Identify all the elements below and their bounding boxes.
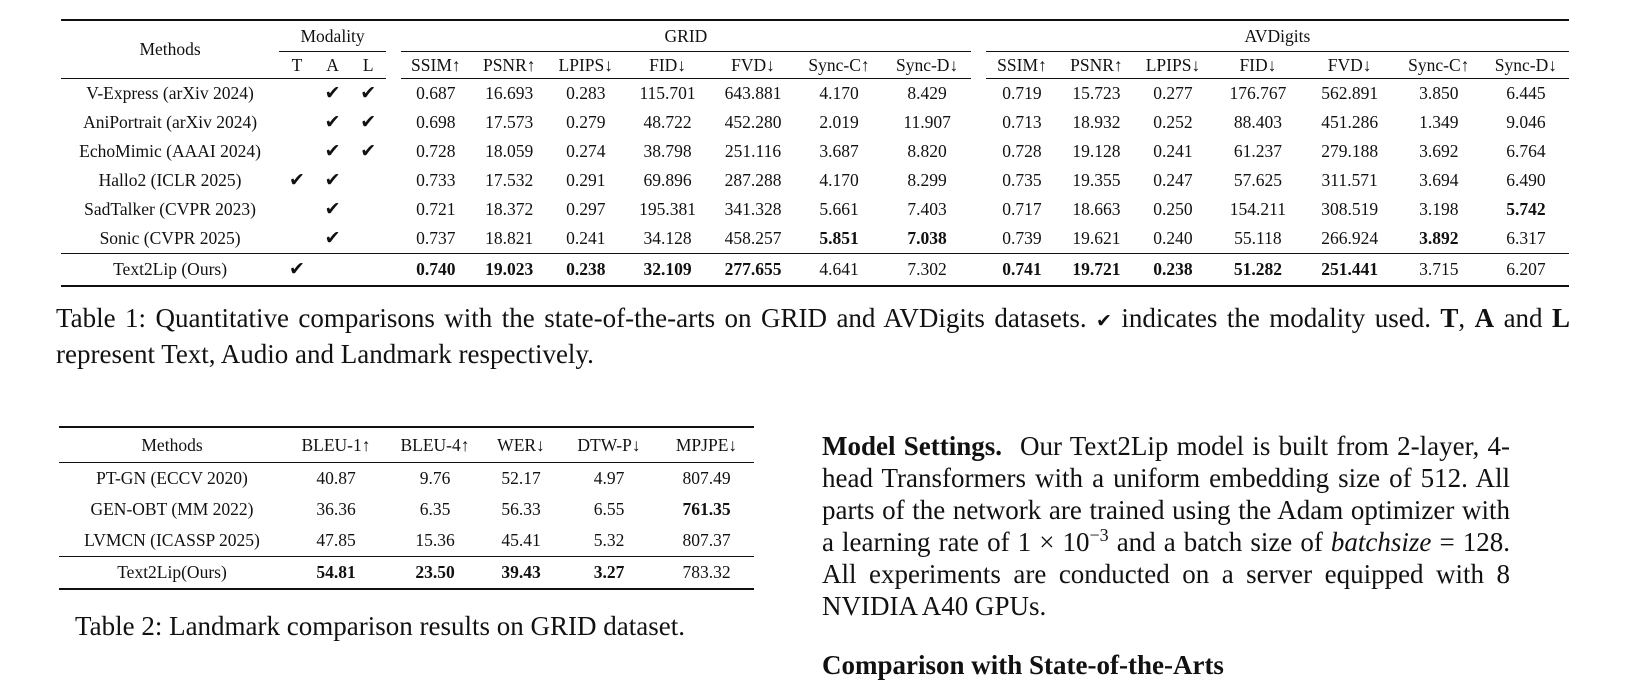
avdigits-metric-header: FID↓ bbox=[1211, 52, 1304, 79]
check-icon: ✔ bbox=[324, 199, 341, 220]
method-name: Text2Lip(Ours) bbox=[117, 562, 227, 582]
avdigits-value-cell: 0.241 bbox=[1153, 141, 1193, 161]
avdigits-value-cell: 9.046 bbox=[1506, 112, 1546, 132]
grid-metric-header: Sync-C↑ bbox=[795, 52, 883, 79]
grid-value-cell: 0.283 bbox=[566, 83, 606, 103]
avdigits-value-cell: 154.211 bbox=[1229, 199, 1287, 219]
method-name: SadTalker (CVPR 2023) bbox=[84, 199, 256, 219]
table-row bbox=[59, 494, 754, 525]
caption-1-mid: indicates the modality used. bbox=[1121, 303, 1431, 333]
grid-value-cell: 0.728 bbox=[416, 141, 456, 161]
grid-value-cell: 0.733 bbox=[416, 170, 456, 190]
avdigits-value-cell: 3.715 bbox=[1395, 254, 1483, 287]
table-2-header-cell: BLEU-1↑ bbox=[301, 434, 371, 455]
grid-value-cell: 19.023 bbox=[471, 254, 548, 287]
avdigits-value-cell: 57.625 bbox=[1233, 170, 1282, 190]
avdigits-value-cell: 0.717 bbox=[1002, 199, 1042, 219]
grid-value-cell: 0.698 bbox=[416, 112, 456, 132]
avdigits-value-cell: 3.850 bbox=[1419, 83, 1459, 103]
method-name: LVMCN (ICASSP 2025) bbox=[84, 530, 260, 550]
caption-1-l: L bbox=[1552, 303, 1571, 333]
avdigits-value-cell: 451.286 bbox=[1321, 112, 1379, 132]
table-1-modality-header: Modality bbox=[279, 20, 386, 52]
avdigits-value-cell: 3.198 bbox=[1419, 199, 1459, 219]
avdigits-value-cell: 0.741 bbox=[986, 254, 1058, 287]
avdigits-value-cell: 0.240 bbox=[1153, 228, 1193, 248]
table-row bbox=[61, 166, 1569, 195]
check-icon: ✔ bbox=[288, 170, 305, 191]
grid-metric-header: Sync-D↓ bbox=[883, 52, 971, 79]
table-row bbox=[61, 254, 1569, 287]
modality-cell bbox=[279, 79, 315, 109]
table-2-header-cell: DTW-P↓ bbox=[577, 434, 641, 455]
modality-cell bbox=[279, 195, 315, 224]
grid-value-cell: 5.851 bbox=[819, 228, 859, 248]
table-row bbox=[61, 195, 1569, 224]
avdigits-value-cell: 311.571 bbox=[1321, 170, 1378, 190]
grid-value-cell: 0.238 bbox=[548, 254, 625, 287]
grid-value-cell: 38.798 bbox=[643, 141, 692, 161]
value-cell: 6.55 bbox=[593, 499, 625, 519]
avdigits-value-cell: 6.490 bbox=[1506, 170, 1546, 190]
avdigits-value-cell: 266.924 bbox=[1321, 228, 1379, 248]
grid-metric-header: PSNR↑ bbox=[471, 52, 548, 79]
avdigits-value-cell: 0.713 bbox=[1002, 112, 1042, 132]
grid-value-cell: 34.128 bbox=[643, 228, 692, 248]
value-cell: 54.81 bbox=[316, 562, 356, 582]
table-row bbox=[61, 224, 1569, 254]
avdigits-value-cell: 1.349 bbox=[1419, 112, 1459, 132]
caption-1-a: A bbox=[1474, 303, 1495, 333]
avdigits-value-cell: 0.277 bbox=[1153, 83, 1193, 103]
table-row bbox=[59, 463, 754, 495]
table-2-header-row bbox=[59, 427, 754, 463]
value-cell: 761.35 bbox=[682, 499, 731, 519]
grid-value-cell: 7.302 bbox=[883, 254, 971, 287]
method-name: PT-GN (ECCV 2020) bbox=[96, 468, 248, 488]
value-cell: 39.43 bbox=[501, 562, 541, 582]
grid-metric-header: FVD↓ bbox=[711, 52, 795, 79]
avdigits-value-cell: 88.403 bbox=[1233, 112, 1282, 132]
avdigits-value-cell: 0.250 bbox=[1153, 199, 1193, 219]
value-cell: 47.85 bbox=[316, 530, 356, 550]
check-icon: ✔ bbox=[279, 254, 315, 287]
check-icon: ✔ bbox=[360, 141, 377, 162]
grid-value-cell: 18.821 bbox=[485, 228, 534, 248]
avdigits-value-cell: 6.317 bbox=[1506, 228, 1546, 248]
grid-metric-header: LPIPS↓ bbox=[548, 52, 625, 79]
grid-value-cell: 18.372 bbox=[485, 199, 534, 219]
table-1-grid-header: GRID bbox=[401, 20, 971, 52]
avdigits-value-cell: 0.247 bbox=[1153, 170, 1193, 190]
table-2-header-cell: MPJPE↓ bbox=[675, 434, 738, 455]
table-2 bbox=[59, 426, 754, 590]
table-2-body bbox=[59, 463, 754, 590]
modality-cell bbox=[350, 224, 386, 254]
check-icon: ✔ bbox=[324, 141, 341, 162]
method-name: Text2Lip (Ours) bbox=[61, 254, 279, 287]
method-name: EchoMimic (AAAI 2024) bbox=[79, 141, 261, 161]
modality-cell bbox=[279, 224, 315, 254]
avdigits-value-cell: 0.739 bbox=[1002, 228, 1042, 248]
table-1-methods-header: Methods bbox=[61, 20, 279, 79]
check-icon: ✔ bbox=[324, 228, 341, 249]
model-settings-paragraph: Model Settings. Our Text2Lip model is built from 2-layer, 4-head Transformers with a uniform embedding size of 512. All parts of the network are trained using the Adam optimizer with a learning rate of $1 \times 10^{-3}$ and a batch size of batchsize = 128. All experiments are conducted on a server equipped with 8 NVIDIA A40 GPUs. bbox=[822, 431, 1511, 621]
value-cell: 40.87 bbox=[316, 468, 356, 488]
avdigits-value-cell: 6.764 bbox=[1506, 141, 1546, 161]
grid-value-cell: 5.661 bbox=[819, 199, 859, 219]
grid-value-cell: 643.881 bbox=[724, 83, 782, 103]
value-cell: 4.97 bbox=[593, 468, 625, 488]
modality-cell bbox=[350, 195, 386, 224]
modality-col-t: T bbox=[279, 52, 315, 79]
modality-cell bbox=[279, 137, 315, 166]
table-2-header-cell: BLEU-4↑ bbox=[400, 434, 470, 455]
grid-value-cell: 115.701 bbox=[639, 83, 696, 103]
modality-cell bbox=[315, 254, 351, 287]
value-cell: 36.36 bbox=[316, 499, 356, 519]
grid-value-cell: 0.297 bbox=[566, 199, 606, 219]
avdigits-value-cell: 6.445 bbox=[1506, 83, 1546, 103]
modality-col-l: L bbox=[350, 52, 386, 79]
grid-metric-header: FID↓ bbox=[624, 52, 711, 79]
avdigits-metric-header: LPIPS↓ bbox=[1135, 52, 1212, 79]
grid-value-cell: 0.737 bbox=[416, 228, 456, 248]
value-cell: 52.17 bbox=[501, 468, 541, 488]
grid-value-cell: 48.722 bbox=[643, 112, 692, 132]
table-row bbox=[59, 525, 754, 557]
grid-value-cell: 4.170 bbox=[819, 83, 859, 103]
grid-value-cell: 0.274 bbox=[566, 141, 606, 161]
value-cell: 6.35 bbox=[419, 499, 451, 519]
grid-value-cell: 32.109 bbox=[624, 254, 711, 287]
avdigits-metric-header: SSIM↑ bbox=[986, 52, 1058, 79]
grid-value-cell: 11.907 bbox=[903, 112, 951, 132]
table-1-caption: Table 1: Quantitative comparisons with the state-of-the-arts on GRID and AVDigits datasets. ✔ indicates the modality used. T, A and L represent Text, Audio and Landmark respectively. bbox=[56, 303, 1571, 369]
avdigits-metric-header: Sync-D↓ bbox=[1483, 52, 1569, 79]
grid-value-cell: 0.687 bbox=[416, 83, 456, 103]
caption-1-t: T bbox=[1440, 303, 1459, 333]
method-name: AniPortrait (arXiv 2024) bbox=[83, 112, 258, 132]
value-cell: 807.37 bbox=[682, 530, 731, 550]
avdigits-value-cell: 19.355 bbox=[1072, 170, 1121, 190]
avdigits-value-cell: 0.238 bbox=[1135, 254, 1212, 287]
avdigits-metric-header: FVD↓ bbox=[1305, 52, 1395, 79]
avdigits-value-cell: 279.188 bbox=[1321, 141, 1379, 161]
table-1-group-header-row bbox=[61, 20, 1569, 52]
modality-cell bbox=[350, 166, 386, 195]
avdigits-value-cell: 251.441 bbox=[1305, 254, 1395, 287]
table-row bbox=[61, 108, 1569, 137]
grid-value-cell: 3.687 bbox=[819, 141, 859, 161]
avdigits-value-cell: 18.663 bbox=[1072, 199, 1121, 219]
check-icon: ✔ bbox=[324, 170, 341, 191]
model-settings-heading: Model Settings. bbox=[822, 431, 1003, 461]
avdigits-value-cell: 0.252 bbox=[1153, 112, 1193, 132]
grid-value-cell: 287.288 bbox=[724, 170, 782, 190]
grid-value-cell: 452.280 bbox=[724, 112, 782, 132]
avdigits-value-cell: 19.128 bbox=[1072, 141, 1121, 161]
check-icon: ✔ bbox=[360, 83, 377, 104]
table-1-avdigits-header: AVDigits bbox=[986, 20, 1569, 52]
grid-value-cell: 8.299 bbox=[907, 170, 947, 190]
value-cell: 9.76 bbox=[419, 468, 451, 488]
table-2-caption: Table 2: Landmark comparison results on GRID dataset. bbox=[75, 611, 685, 641]
grid-value-cell: 17.573 bbox=[485, 112, 534, 132]
table-2-header-cell: WER↓ bbox=[497, 434, 545, 455]
avdigits-value-cell: 3.694 bbox=[1419, 170, 1459, 190]
value-cell: 807.49 bbox=[682, 468, 731, 488]
grid-metric-header: SSIM↑ bbox=[401, 52, 471, 79]
table-1 bbox=[61, 19, 1569, 287]
method-name: Sonic (CVPR 2025) bbox=[99, 228, 241, 248]
grid-value-cell: 0.291 bbox=[566, 170, 606, 190]
value-cell: 783.32 bbox=[682, 562, 731, 582]
avdigits-value-cell: 3.692 bbox=[1419, 141, 1459, 161]
avdigits-value-cell: 0.735 bbox=[1002, 170, 1042, 190]
table-row bbox=[61, 137, 1569, 166]
avdigits-value-cell: 0.719 bbox=[1002, 83, 1042, 103]
check-icon: ✔ bbox=[324, 112, 341, 133]
avdigits-value-cell: 55.118 bbox=[1234, 228, 1282, 248]
grid-value-cell: 251.116 bbox=[724, 141, 782, 161]
value-cell: 56.33 bbox=[501, 499, 541, 519]
avdigits-value-cell: 176.767 bbox=[1229, 83, 1287, 103]
check-icon: ✔ bbox=[1096, 311, 1112, 332]
grid-value-cell: 4.641 bbox=[795, 254, 883, 287]
grid-value-cell: 16.693 bbox=[485, 83, 534, 103]
avdigits-value-cell: 18.932 bbox=[1072, 112, 1121, 132]
grid-value-cell: 458.257 bbox=[724, 228, 782, 248]
grid-value-cell: 195.381 bbox=[639, 199, 697, 219]
grid-value-cell: 0.279 bbox=[566, 112, 606, 132]
check-icon: ✔ bbox=[324, 83, 341, 104]
table-1-body bbox=[61, 79, 1569, 287]
grid-value-cell: 0.721 bbox=[416, 199, 456, 219]
modality-cell bbox=[350, 254, 386, 287]
value-cell: 3.27 bbox=[593, 562, 625, 582]
avdigits-metric-header: Sync-C↑ bbox=[1395, 52, 1483, 79]
table-row bbox=[59, 557, 754, 590]
avdigits-value-cell: 0.728 bbox=[1002, 141, 1042, 161]
modality-cell bbox=[279, 108, 315, 137]
avdigits-value-cell: 562.891 bbox=[1321, 83, 1379, 103]
avdigits-value-cell: 308.519 bbox=[1321, 199, 1379, 219]
grid-value-cell: 18.059 bbox=[485, 141, 534, 161]
table-1-metric-header-row bbox=[61, 52, 1569, 79]
grid-value-cell: 17.532 bbox=[485, 170, 534, 190]
avdigits-value-cell: 15.723 bbox=[1072, 83, 1121, 103]
grid-value-cell: 8.429 bbox=[907, 83, 947, 103]
avdigits-value-cell: 51.282 bbox=[1211, 254, 1304, 287]
grid-value-cell: 69.896 bbox=[643, 170, 692, 190]
method-name: GEN-OBT (MM 2022) bbox=[90, 499, 254, 519]
grid-value-cell: 0.241 bbox=[566, 228, 606, 248]
method-name: Hallo2 (ICLR 2025) bbox=[98, 170, 242, 190]
table-2-header-cell: Methods bbox=[141, 434, 203, 455]
value-cell: 45.41 bbox=[501, 530, 541, 550]
grid-value-cell: 4.170 bbox=[819, 170, 859, 190]
table-row bbox=[61, 79, 1569, 109]
avdigits-value-cell: 61.237 bbox=[1233, 141, 1282, 161]
avdigits-value-cell: 5.742 bbox=[1506, 199, 1546, 219]
modality-col-a: A bbox=[315, 52, 351, 79]
avdigits-value-cell: 6.207 bbox=[1483, 254, 1569, 287]
avdigits-metric-header: PSNR↑ bbox=[1058, 52, 1135, 79]
method-name: V-Express (arXiv 2024) bbox=[86, 83, 254, 103]
grid-value-cell: 8.820 bbox=[907, 141, 947, 161]
caption-1-suffix: represent Text, Audio and Landmark respectively. bbox=[56, 339, 594, 369]
avdigits-value-cell: 19.721 bbox=[1058, 254, 1135, 287]
grid-value-cell: 0.740 bbox=[401, 254, 471, 287]
grid-value-cell: 7.038 bbox=[907, 228, 947, 248]
check-icon: ✔ bbox=[360, 112, 377, 133]
section-heading: Comparison with State-of-the-Arts bbox=[822, 650, 1224, 680]
value-cell: 15.36 bbox=[415, 530, 455, 550]
grid-value-cell: 341.328 bbox=[724, 199, 782, 219]
avdigits-value-cell: 3.892 bbox=[1419, 228, 1459, 248]
avdigits-value-cell: 19.621 bbox=[1072, 228, 1121, 248]
value-cell: 23.50 bbox=[415, 562, 455, 582]
grid-value-cell: 7.403 bbox=[907, 199, 947, 219]
value-cell: 5.32 bbox=[593, 530, 625, 550]
grid-value-cell: 277.655 bbox=[711, 254, 795, 287]
grid-value-cell: 2.019 bbox=[819, 112, 859, 132]
caption-1-prefix: Table 1: Quantitative comparisons with the state-of-the-arts on GRID and AVDigits datasets. bbox=[56, 303, 1087, 333]
